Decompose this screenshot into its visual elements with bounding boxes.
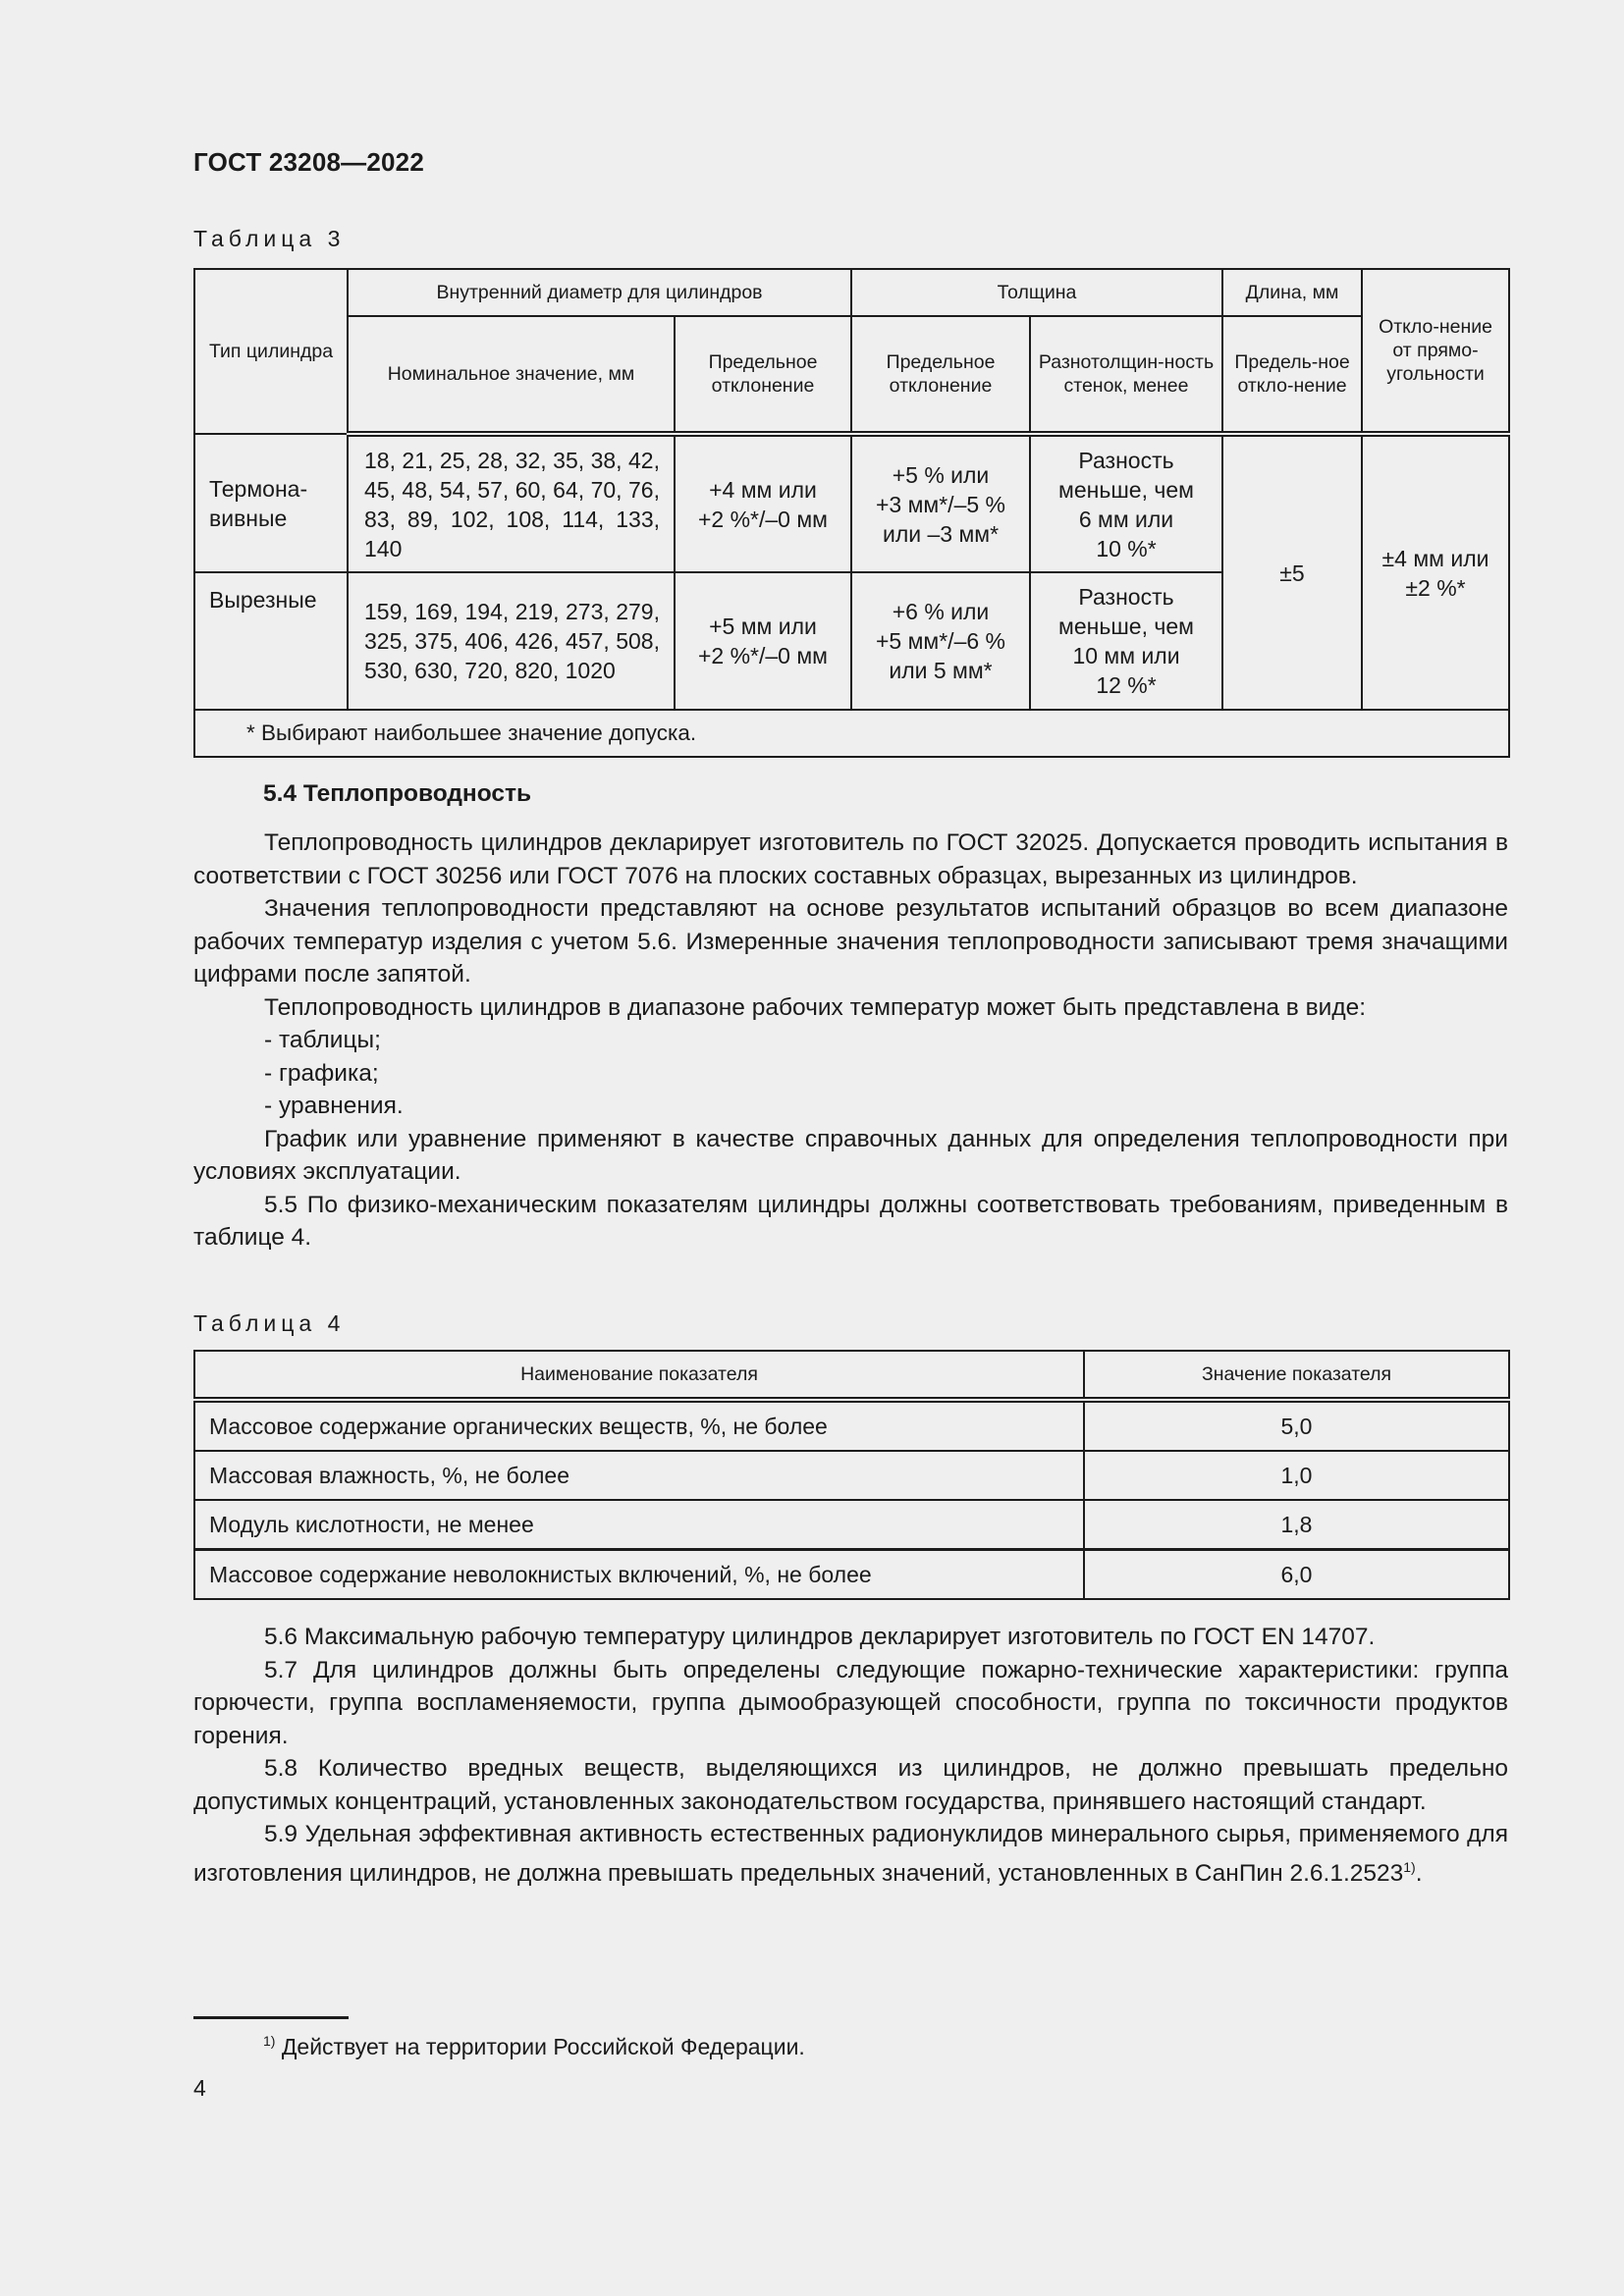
cell-length-deviation: ±5 [1222,434,1362,710]
cell-wall-variation: Разность меньше, чем 10 мм или 12 %* [1030,572,1222,710]
paragraph: Теплопроводность цилиндров в диапазоне рабочих температур может быть представлена в виде: [264,993,1367,1021]
paragraph: График или уравнение применяют в качестве справочных данных для определения теплопроводности при условиях эксплуатации. [193,1125,1508,1185]
paragraph-5-7: 5.7 Для цилиндров должны быть определены следующие пожарно-технические характеристики: группа горючести, группа воспламеняемости, группа дымообразующей способности, группа по токсичности продуктов горения. [193,1656,1508,1749]
cell-nominal: 18, 21, 25, 28, 32, 35, 38, 42, 45, 48, 54, 57, 60, 64, 70, 76, 83, 89, 102, 108, 114, 133, 140 [348,434,675,572]
cell-squareness: ±4 мм или ±2 %* [1362,434,1509,710]
table-row [194,1451,1509,1500]
table-3 [193,268,1510,758]
footnote-marker: 1) [263,2033,276,2049]
footnote-text: Действует на территории Российской Федерации. [281,2034,805,2059]
header-inner-diameter: Внутренний диаметр для цилиндров [348,269,851,316]
list-item: - уравнения. [264,1093,404,1119]
paragraph-5-9: 5.9 Удельная эффективная активность естественных радионуклидов минерального сырья, применяемого для изготовления цилиндров, не должна превышать предельных значений, установленных в СанПин 2.6.1.2523$^{1)}$. [193,1821,1508,1887]
cell-wall-variation: Разность меньше, чем 6 мм или 10 %* [1030,434,1222,572]
paragraph: Значения теплопроводности представляют на основе результатов испытаний образцов во всем диапазоне рабочих температур изделия с учетом 5.6. Измеренные значения теплопроводности записывают тремя значащими цифрами после запятой. [193,895,1508,988]
table3-caption: Таблица 3 [193,226,346,251]
table-row [194,434,1509,572]
header-diam-deviation: Предельное отклонение [675,316,851,434]
footnote-divider [193,2016,349,2019]
footnote [263,2033,805,2060]
table-row [194,1500,1509,1550]
list-item: - таблицы; [264,1027,381,1053]
cell-nominal: 159, 169, 194, 219, 273, 279, 325, 375, 406, 426, 457, 508, 530, 630, 720, 820, 1020 [348,572,675,710]
table-4 [193,1350,1510,1600]
page-number: 4 [193,2075,206,2101]
header-value: Значение показателя [1084,1351,1509,1400]
header-nominal: Номинальное значение, мм [348,316,675,434]
header-thickness: Толщина [851,269,1222,316]
header-length: Длина, мм [1222,269,1362,316]
cell-name: Модуль кислотности, не менее [194,1500,1084,1550]
paragraph-5-8: 5.8 Количество вредных веществ, выделяющихся из цилиндров, не должно превышать предельно допустимых концентраций, установленных законодательством государства, принявшего настоящий стандарт. [193,1755,1508,1815]
cell-diam-deviation: +4 мм или +2 %*/–0 мм [675,434,851,572]
table-row [194,1550,1509,1600]
cell-type: Термона-вивные [194,434,348,572]
header-thick-deviation: Предельное отклонение [851,316,1030,434]
cell-value: 1,0 [1084,1451,1509,1500]
cell-value: 6,0 [1084,1550,1509,1600]
cell-value: 1,8 [1084,1500,1509,1550]
header-name: Наименование показателя [194,1351,1084,1400]
cell-name: Массовое содержание органических веществ, %, не более [194,1400,1084,1451]
cell-thick-deviation: +5 % или +3 мм*/–5 % или –3 мм* [851,434,1030,572]
document-header: ГОСТ 23208—2022 [193,147,424,177]
footnote-ref: 1) [1403,1858,1416,1875]
paragraph: Теплопроводность цилиндров декларирует изготовитель по ГОСТ 32025. Допускается проводить испытания в соответствии с ГОСТ 30256 или ГОСТ 7076 на плоских составных образцах, вырезанных из цилиндров. [193,829,1508,889]
cell-diam-deviation: +5 мм или +2 %*/–0 мм [675,572,851,710]
cell-value: 5,0 [1084,1400,1509,1451]
paragraph-5-6: 5.6 Максимальную рабочую температуру цилиндров декларирует изготовитель по ГОСТ EN 14707. [264,1624,1376,1650]
header-squareness: Откло-нение от прямо-угольности [1362,269,1509,434]
paragraph-5-5: 5.5 По физико-механическим показателям цилиндры должны соответствовать требованиям, приведенным в таблице 4. [193,1191,1508,1251]
cell-name: Массовое содержание неволокнистых включений, %, не более [194,1550,1084,1600]
list-item: - графика; [264,1059,379,1087]
header-wall-variation: Разнотолщин-ность стенок, менее [1030,316,1222,434]
cell-type: Вырезные [194,572,348,710]
section-5-4-body [193,827,1508,1255]
header-length-deviation: Предель-ное откло-нение [1222,316,1362,434]
table-row [194,1400,1509,1451]
header-type: Тип цилиндра [194,269,348,434]
table4-caption: Таблица 4 [193,1310,346,1336]
table3-footnote: * Выбирают наибольшее значение допуска. [194,710,1509,757]
sections-5-6-to-5-9 [193,1621,1508,1890]
cell-thick-deviation: +6 % или +5 мм*/–6 % или 5 мм* [851,572,1030,710]
cell-name: Массовая влажность, %, не более [194,1451,1084,1500]
section-5-4-heading: 5.4 Теплопроводность [263,780,532,807]
